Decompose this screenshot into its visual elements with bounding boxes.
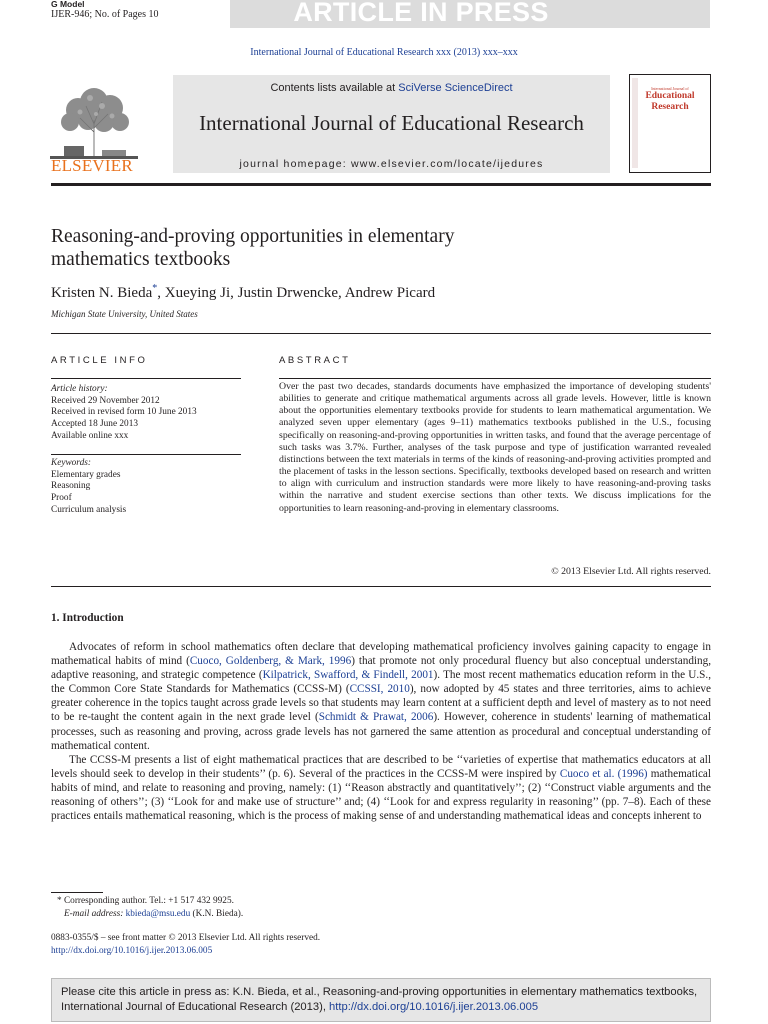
citation-link-kilpatrick-2001[interactable]: Kilpatrick, Swafford, & Findell, 2001 [262,669,434,682]
footnote-mark: * [57,896,62,906]
keywords-list [51,458,241,517]
article-title-line1: Reasoning-and-proving opportunities in elementary [51,226,455,247]
corresponding-author-mark[interactable]: * [152,283,158,294]
issn-block [51,932,320,957]
text-run: ), now adopted by 45 states and three territories, aims to achieve greater coherence in the topics taught across grade levels so that students may learn content at a sufficient depth and level of mastery as to not need to be re-taught the content again in the next grade level ( [51,683,711,724]
abstract-copyright: © 2013 Elsevier Ltd. All rights reserved. [551,566,711,577]
keyword-item: Proof [51,493,72,504]
abstract-text: Over the past two decades, standards documents have emphasized the importance of developing students' abilities to generate and critique mathematical arguments across all grade levels. However, little is known about the opportunities elementary textbooks provide for students to learn mathematical argumentation. We analyzed seven upper elementary (ages 9–11) mathematics textbooks published in the U.S., focusing specifically on reasoning-and-proving opportunities in written tasks, and found that the average percentage of such tasks was 3.7%. Further, analyses of the task purpose and type of justification warranted revealed distinctions between the text materials in terms of the kinds of reasoning-and-proving activities prompted and the placement of tasks in the lesson sections. Specifically, textbooks developed based on research and written to align with curriculum and instruction standards were more likely to have reasoning-and-proving tasks within the narrative and student exercise sections than other texts. We discuss implications for the opportunities to learn reasoning-and-proving in elementary classrooms. [279,381,711,514]
text-run: The CCSS-M presents a list of eight mathematical practices that are described to be ‘‘varieties of expertise that mathematics educators at all levels should seek to develop in their students’’ (p. 6). Several of the practices in the CCSS-M were inspired by [51,753,711,780]
text-run: mathematical habits of mind, and relate to reasoning and proving, namely: (1) ‘‘Reason abstractly and quantitatively’’; (2) ‘‘Construct viable arguments and the reasoning of others’’; (3) ‘‘Look for and make use of structure’’ and; (4) ‘‘Look for and express regularity in reasoning’’ (pp. 7–8). Each of these practices entails mathematical reasoning, which is the process of making sense of and understanding mathematical ideas and concepts inherent to [51,767,711,823]
journal-citation-link[interactable]: International Journal of Educational Research xxx (2013) xxx–xxx [250,47,518,58]
history-item: Received 29 November 2012 [51,395,160,406]
article-in-press-label: ARTICLE IN PRESS [293,0,549,27]
header-rule [51,183,711,186]
text-run: Advocates of reform in school mathematics often declare that developing mathematical proficiency involves gaining capacity to engage in mathematical habits of mind ( [51,641,711,668]
footnote [57,895,243,920]
issn-line: 0883-0355/$ – see front matter © 2013 Elsevier Ltd. All rights reserved. [51,933,321,943]
sciencedirect-link[interactable]: SciVerse ScienceDirect [398,82,513,94]
intro-paragraph-2 [51,753,711,823]
author-bieda: Kristen N. Bieda [51,285,153,301]
journal-homepage [173,158,610,170]
keywords-label: Keywords: [51,458,91,468]
article-info-heading: ARTICLE INFO [51,355,148,366]
article-info-rule [51,378,241,379]
footnote-corresponding [57,895,243,908]
cover-title-line2: Research [651,102,689,112]
contents-prefix: Contents lists available at [270,82,399,94]
citation-body: Please cite this article in press as: K.N. Bieda, et al., Reasoning-and-proving opportunities in elementary mathematics textbooks, International Journal of Educational Research (2013), [61,986,698,1013]
other-authors: , Xueying Ji, Justin Drwencke, Andrew Picard [157,285,436,301]
keyword-item: Curriculum analysis [51,504,127,515]
abstract-rule [279,378,711,379]
cover-small-text: International Journal of [651,86,689,91]
text-run: ). The most recent mathematics education reform in the U.S., the Common Core State Standards for Mathematics (CCSS-M) ( [51,669,712,696]
citation-link-ccssi-2010[interactable]: CCSSI, 2010 [349,683,410,696]
cover-title [630,91,710,113]
homepage-url[interactable]: www.elsevier.com/locate/ijedures [351,158,544,170]
citation-link-cuoco-1996[interactable]: Cuoco, Goldenberg, & Mark, 1996 [189,655,352,668]
title-rule [51,333,711,334]
footnote-email [57,908,243,921]
text-run: ). However, coherence in students' learning of mathematical processes, such as reasoning and proving, across grade levels has not garnered the same attention as procedural and conceptual understanding of mathematical content. [51,711,711,752]
abstract-heading: ABSTRACT [279,355,351,366]
cover-title-line1: Educational [645,91,695,101]
homepage-prefix: journal homepage: [239,158,352,170]
history-item: Accepted 18 June 2013 [51,419,139,430]
affiliation: Michigan State University, United States [51,309,198,319]
citation-doi-link[interactable]: http://dx.doi.org/10.1016/j.ijer.2013.06.005 [329,1001,539,1013]
author-list [51,283,711,302]
email-label: E-mail address: [63,908,126,919]
journal-reference: IJER-946; No. of Pages 10 [51,9,159,20]
text-run: ) that promote not only procedural fluency but also conceptual understanding, adaptive reasoning, and strategic competence ( [51,655,712,682]
doi-link[interactable]: http://dx.doi.org/10.1016/j.ijer.2013.06.005 [51,945,213,956]
keywords-rule [51,454,241,455]
email-suffix: (K.N. Bieda). [190,908,244,919]
history-item: Received in revised form 10 June 2013 [51,407,197,418]
elsevier-wordmark: ELSEVIER [51,156,133,175]
footnote-rule [51,892,103,893]
abstract-end-rule [51,586,711,587]
citation-text [61,985,706,1015]
intro-paragraph-1 [51,640,711,753]
section-heading-introduction: 1. Introduction [51,612,124,624]
history-item: Available online xxx [51,430,129,441]
article-title-line2: mathematics textbooks [51,249,231,270]
article-title [51,225,611,271]
footnote-text: Corresponding author. Tel.: +1 517 432 9925. [61,896,234,906]
keyword-item: Elementary grades [51,469,121,480]
history-label: Article history: [51,384,108,394]
citation-link-schmidt-2006[interactable]: Schmidt & Prawat, 2006 [318,711,434,724]
citation-link-cuoco-et-al[interactable]: Cuoco et al. (1996) [559,767,648,780]
article-history [51,384,241,443]
introduction-body [51,640,711,823]
contents-available-line [173,82,610,94]
journal-title: International Journal of Educational Research [199,111,584,135]
g-model-label: G Model [51,0,85,9]
keyword-item: Reasoning [51,481,91,492]
email-link[interactable]: kbieda@msu.edu [125,908,191,919]
elsevier-tree-logo-icon [50,80,138,160]
journal-cover-thumbnail[interactable] [629,74,711,173]
